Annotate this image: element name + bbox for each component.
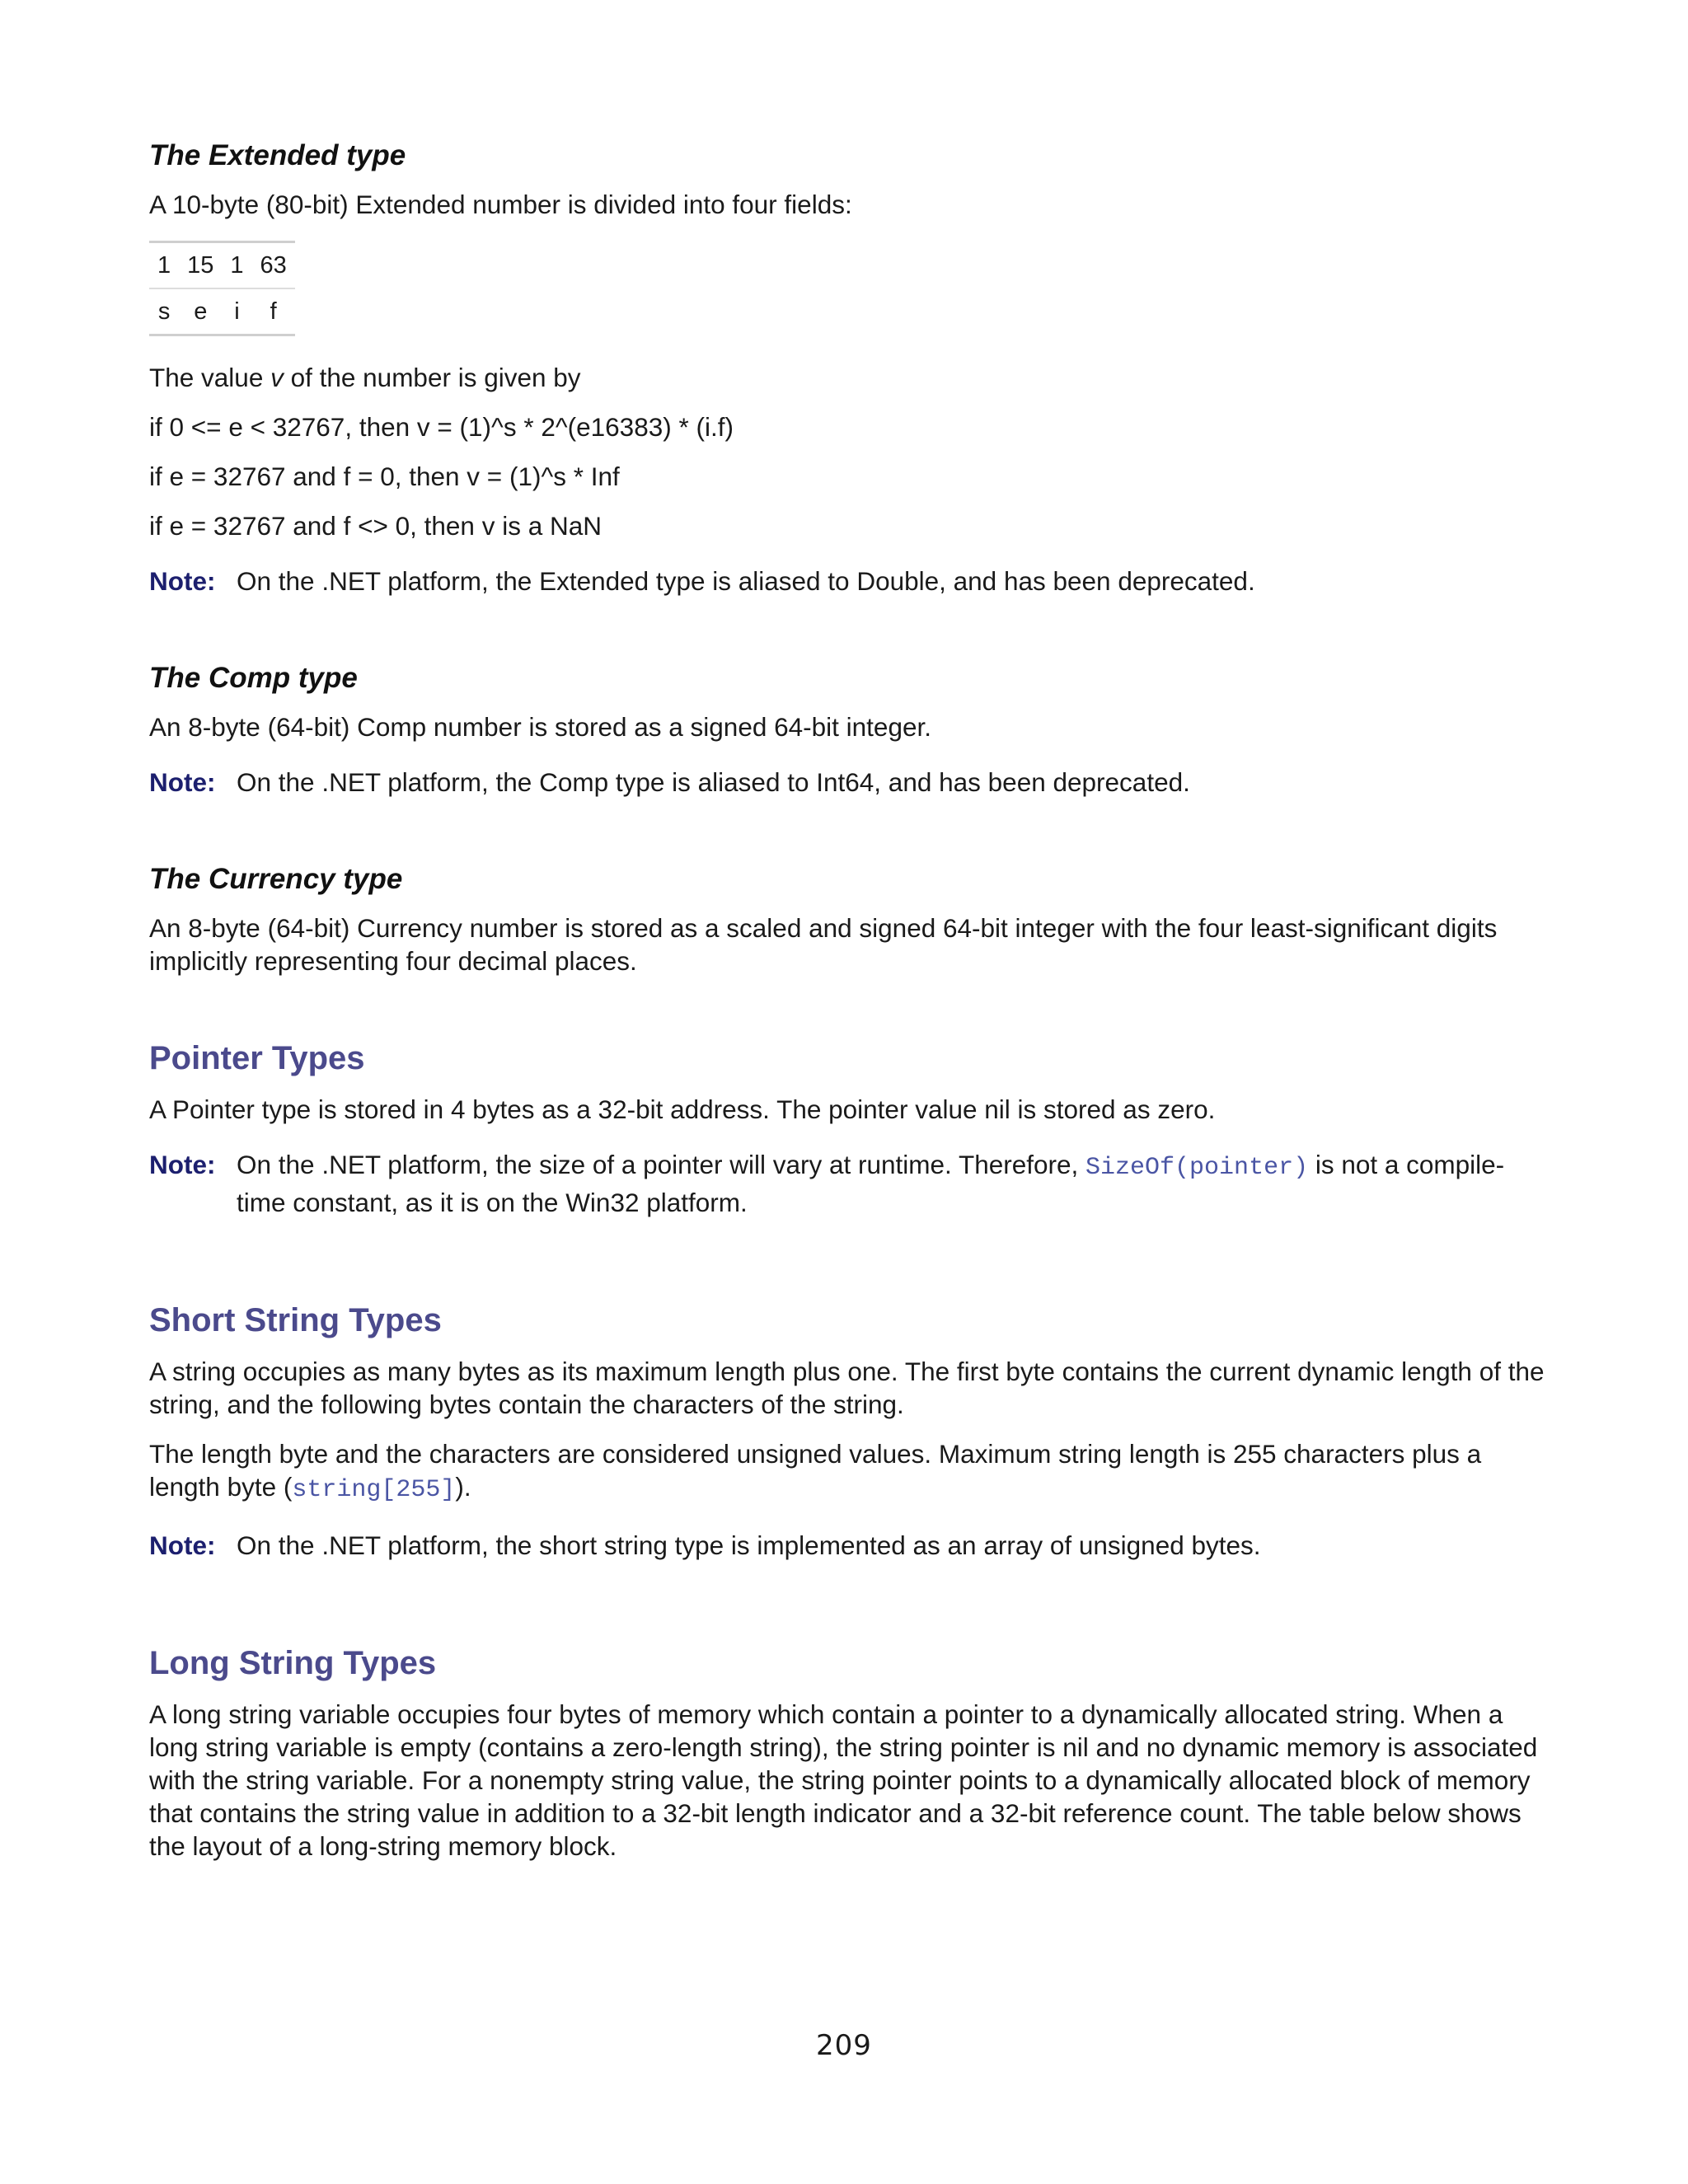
extended-note xyxy=(149,564,1550,598)
short-string-heading: Short String Types xyxy=(149,1302,442,1338)
note-label: Note: xyxy=(149,566,216,596)
comp-heading: The Comp type xyxy=(149,662,358,694)
long-string-section xyxy=(149,1643,1550,1863)
value-intro xyxy=(149,361,1550,394)
formula-line: if 0 <= e < 32767, then v = (1)^s * 2^(e16383) * (i.f) xyxy=(149,412,734,442)
value-variable: v xyxy=(270,363,284,392)
body2-post: ). xyxy=(455,1472,471,1502)
extended-intro: A 10-byte (80-bit) Extended number is divided into four fields: xyxy=(149,190,852,219)
currency-body: An 8-byte (64-bit) Currency number is stored as a scaled and signed 64-bit integer with the four least-significant digits implicitly representing four decimal places. xyxy=(149,913,1498,976)
pointer-note xyxy=(149,1147,1550,1220)
note-text xyxy=(237,1147,1550,1220)
note-label: Note: xyxy=(149,767,216,797)
note-label: Note: xyxy=(149,1150,216,1179)
note-text: On the .NET platform, the short string type is implemented as an array of unsigned bytes. xyxy=(237,1530,1261,1560)
currency-heading: The Currency type xyxy=(149,863,403,895)
comp-note xyxy=(149,765,1550,799)
currency-section xyxy=(149,862,1550,977)
note-text-post: is not a compile-time constant, as it is on the Win32 platform. xyxy=(237,1150,1505,1217)
comp-body: An 8-byte (64-bit) Comp number is stored as a signed 64-bit integer. xyxy=(149,712,931,742)
pointer-section xyxy=(149,1038,1550,1220)
field-name-cell: e xyxy=(194,298,208,325)
note-label: Note: xyxy=(149,1530,216,1560)
short-string-section xyxy=(149,1301,1550,1563)
field-name-cell: f xyxy=(270,298,277,325)
bit-width-row xyxy=(149,242,295,289)
short-string-body-2 xyxy=(149,1437,1550,1507)
short-string-note xyxy=(149,1528,1550,1563)
bit-width-cell: 63 xyxy=(252,242,295,289)
field-name-cell: s xyxy=(157,298,171,325)
pointer-body: A Pointer type is stored in 4 bytes as a 32-bit address. The pointer value nil is stored as zero. xyxy=(149,1094,1216,1124)
bit-width-cell: 1 xyxy=(222,242,251,289)
note-text: On the .NET platform, the Extended type is aliased to Double, and has been deprecated. xyxy=(237,566,1255,596)
extended-bit-layout-table xyxy=(149,241,295,336)
formula-line: if e = 32767 and f <> 0, then v is a NaN xyxy=(149,511,602,541)
extended-heading: The Extended type xyxy=(149,139,406,171)
pointer-heading: Pointer Types xyxy=(149,1040,365,1076)
sizeof-code: SizeOf(pointer) xyxy=(1085,1154,1309,1182)
short-string-body-1: A string occupies as many bytes as its maximum length plus one. The first byte contains the current dynamic length of the string, and the following bytes contain the characters of the string. xyxy=(149,1357,1545,1419)
note-text: On the .NET platform, the Comp type is aliased to Int64, and has been deprecated. xyxy=(237,767,1190,797)
extended-section xyxy=(149,138,1550,598)
formula-line: if e = 32767 and f = 0, then v = (1)^s * Inf xyxy=(149,462,620,491)
field-name-cell: i xyxy=(234,298,240,325)
bit-width-cell: 15 xyxy=(179,242,222,289)
page-number: 209 xyxy=(816,2029,872,2062)
page-content xyxy=(149,138,1550,1879)
body2-pre: The length byte and the characters are considered unsigned values. Maximum string length is 255 characters plus a length byte ( xyxy=(149,1439,1482,1502)
bit-width-cell: 1 xyxy=(149,242,179,289)
comp-section xyxy=(149,661,1550,799)
long-string-heading: Long String Types xyxy=(149,1645,437,1681)
value-intro-post: of the number is given by xyxy=(283,363,581,392)
string255-code: string[255] xyxy=(292,1476,456,1504)
note-text-pre: On the .NET platform, the size of a pointer will vary at runtime. Therefore, xyxy=(237,1150,1086,1179)
value-intro-pre: The value xyxy=(149,363,271,392)
long-string-body: A long string variable occupies four bytes of memory which contain a pointer to a dynamically allocated string. When a long string variable is empty (contains a zero-length string), the string pointer is nil and no dynamic memory is associated with the string variable. For a nonempty string value, the string pointer points to a dynamically allocated block of memory that contains the string value in addition to a 32-bit length indicator and a 32-bit reference count. The table below shows the layout of a long-string memory block. xyxy=(149,1699,1538,1861)
field-name-row xyxy=(149,288,295,335)
